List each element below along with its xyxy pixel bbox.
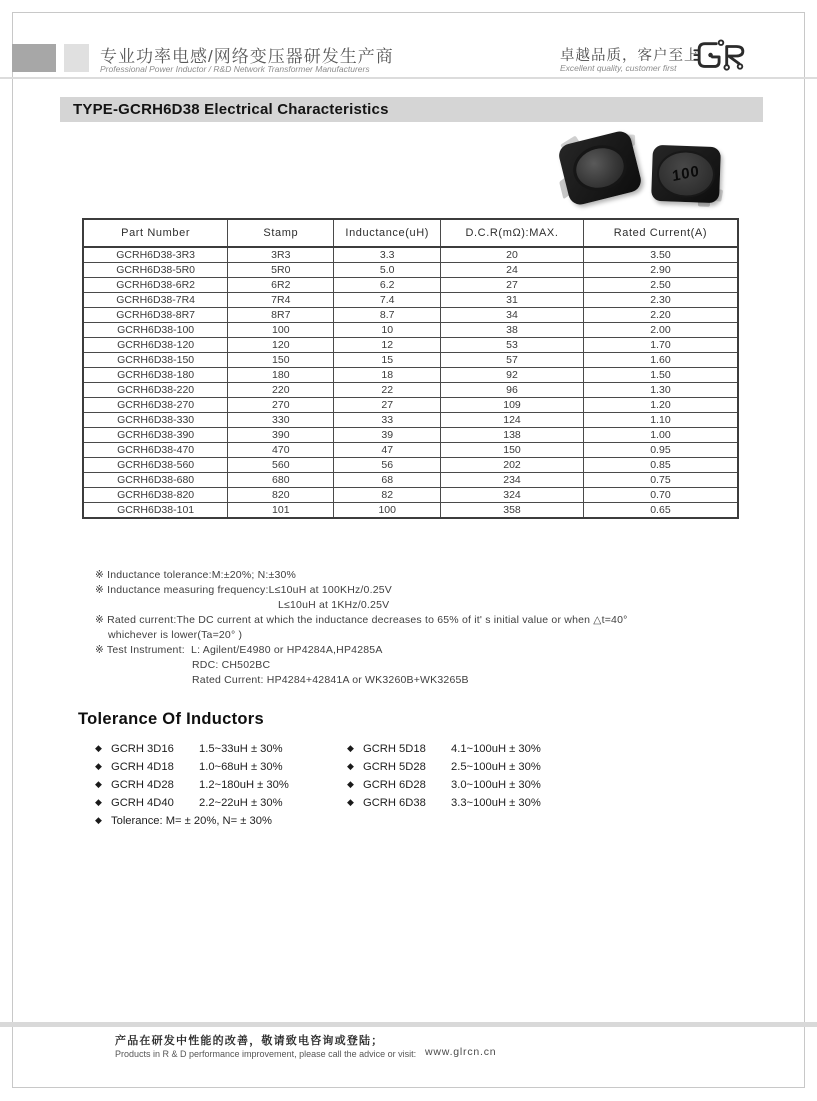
cell-part-number: GCRH6D38-120 xyxy=(83,338,228,353)
col-header-dcr: D.C.R(mΩ):MAX. xyxy=(441,219,584,247)
cell-stamp: 820 xyxy=(228,488,334,503)
diamond-bullet-icon: ◆ xyxy=(347,743,354,753)
cell-inductance: 15 xyxy=(334,353,441,368)
cell-stamp: 390 xyxy=(228,428,334,443)
tolerance-item xyxy=(347,776,599,794)
cell-inductance: 39 xyxy=(334,428,441,443)
inductor-photo-stamped xyxy=(651,145,721,203)
table-row xyxy=(83,263,738,278)
tolerance-item xyxy=(95,812,347,830)
cell-rated-current: 3.50 xyxy=(583,247,738,263)
table-header-row xyxy=(83,219,738,247)
cell-inductance: 68 xyxy=(334,473,441,488)
tolerance-item xyxy=(347,794,599,812)
cell-rated-current: 1.20 xyxy=(583,398,738,413)
cell-part-number: GCRH6D38-100 xyxy=(83,323,228,338)
cell-inductance: 18 xyxy=(334,368,441,383)
tolerance-series-name: GCRH 6D38 xyxy=(363,797,426,809)
cell-part-number: GCRH6D38-6R2 xyxy=(83,278,228,293)
cell-dcr: 92 xyxy=(441,368,584,383)
cell-rated-current: 2.90 xyxy=(583,263,738,278)
cell-part-number: GCRH6D38-390 xyxy=(83,428,228,443)
tolerance-list-right xyxy=(347,740,599,830)
cell-part-number: GCRH6D38-180 xyxy=(83,368,228,383)
cell-stamp: 180 xyxy=(228,368,334,383)
tolerance-series-name: GCRH 4D40 xyxy=(111,797,174,809)
cell-rated-current: 0.95 xyxy=(583,443,738,458)
cell-inductance: 22 xyxy=(334,383,441,398)
table-row xyxy=(83,488,738,503)
cell-inductance: 56 xyxy=(334,458,441,473)
tolerance-item xyxy=(95,794,347,812)
footer-text-zh: 产品在研发中性能的改善，敬请致电咨询或登陆； xyxy=(115,1035,384,1047)
cell-dcr: 358 xyxy=(441,503,584,519)
cell-stamp: 8R7 xyxy=(228,308,334,323)
table-row xyxy=(83,353,738,368)
tolerance-series-name: GCRH 3D16 xyxy=(111,743,174,755)
cell-part-number: GCRH6D38-220 xyxy=(83,383,228,398)
diamond-bullet-icon: ◆ xyxy=(95,743,102,753)
cell-dcr: 202 xyxy=(441,458,584,473)
note-line: ※ Rated current:The DC current at which the inductance decreases to 65% of it' s initial value or when △t=40° xyxy=(95,614,628,626)
tolerance-series-name: GCRH 5D18 xyxy=(363,743,426,755)
cell-part-number: GCRH6D38-820 xyxy=(83,488,228,503)
cell-stamp: 120 xyxy=(228,338,334,353)
cell-stamp: 560 xyxy=(228,458,334,473)
inductor-core-disc xyxy=(568,140,631,197)
tolerance-section-title: Tolerance Of Inductors xyxy=(78,710,264,728)
cell-rated-current: 2.20 xyxy=(583,308,738,323)
cell-stamp: 100 xyxy=(228,323,334,338)
cell-part-number: GCRH6D38-270 xyxy=(83,398,228,413)
tolerance-range: 1.5~33uH ± 30% xyxy=(199,743,283,755)
cell-dcr: 34 xyxy=(441,308,584,323)
col-header-inductance: Inductance(uH) xyxy=(334,219,441,247)
table-row xyxy=(83,368,738,383)
cell-dcr: 20 xyxy=(441,247,584,263)
cell-rated-current: 2.00 xyxy=(583,323,738,338)
cell-dcr: 53 xyxy=(441,338,584,353)
inductor-stamp-label: 100 xyxy=(671,161,701,185)
cell-dcr: 27 xyxy=(441,278,584,293)
col-header-part-number: Part Number xyxy=(83,219,228,247)
cell-stamp: 7R4 xyxy=(228,293,334,308)
cell-dcr: 124 xyxy=(441,413,584,428)
cell-inductance: 8.7 xyxy=(334,308,441,323)
cell-inductance: 10 xyxy=(334,323,441,338)
header-light-square xyxy=(64,44,89,72)
table-row xyxy=(83,383,738,398)
tagline-en: Excellent quality, customer first xyxy=(560,63,677,73)
footer-text-en: Products in R & D performance improvement, please call the advice or visit: xyxy=(115,1049,417,1059)
electrical-characteristics-table xyxy=(82,218,739,519)
tolerance-item xyxy=(347,740,599,758)
cell-stamp: 330 xyxy=(228,413,334,428)
tolerance-list-left xyxy=(95,740,347,830)
col-header-stamp: Stamp xyxy=(228,219,334,247)
cell-part-number: GCRH6D38-560 xyxy=(83,458,228,473)
table-row xyxy=(83,473,738,488)
cell-dcr: 150 xyxy=(441,443,584,458)
cell-rated-current: 1.30 xyxy=(583,383,738,398)
cell-stamp: 3R3 xyxy=(228,247,334,263)
cell-dcr: 38 xyxy=(441,323,584,338)
notes-block xyxy=(95,568,628,688)
cell-part-number: GCRH6D38-3R3 xyxy=(83,247,228,263)
cell-dcr: 138 xyxy=(441,428,584,443)
table-row xyxy=(83,308,738,323)
tolerance-item xyxy=(95,776,347,794)
cell-stamp: 470 xyxy=(228,443,334,458)
cell-part-number: GCRH6D38-8R7 xyxy=(83,308,228,323)
table-row xyxy=(83,323,738,338)
cell-stamp: 680 xyxy=(228,473,334,488)
tolerance-series-name: Tolerance: M= ± 20%, N= ± 30% xyxy=(111,815,272,827)
cell-inductance: 5.0 xyxy=(334,263,441,278)
cell-rated-current: 1.70 xyxy=(583,338,738,353)
cell-part-number: GCRH6D38-330 xyxy=(83,413,228,428)
company-name-en: Professional Power Inductor / R&D Network Transformer Manufacturers xyxy=(100,64,370,74)
table-row xyxy=(83,503,738,519)
note-line: whichever is lower(Ta=20° ) xyxy=(108,629,243,641)
cell-stamp: 270 xyxy=(228,398,334,413)
header-divider xyxy=(0,77,817,79)
cell-dcr: 96 xyxy=(441,383,584,398)
footer-divider xyxy=(0,1022,817,1027)
tolerance-series-name: GCRH 4D18 xyxy=(111,761,174,773)
cell-stamp: 150 xyxy=(228,353,334,368)
cell-part-number: GCRH6D38-470 xyxy=(83,443,228,458)
diamond-bullet-icon: ◆ xyxy=(95,815,102,825)
cell-rated-current: 0.75 xyxy=(583,473,738,488)
cell-rated-current: 2.50 xyxy=(583,278,738,293)
note-line: Rated Current: HP4284+42841A or WK3260B+WK3265B xyxy=(192,674,469,686)
note-line: ※ Inductance tolerance:M:±20%; N:±30% xyxy=(95,569,297,581)
cell-dcr: 24 xyxy=(441,263,584,278)
tolerance-series-name: GCRH 5D28 xyxy=(363,761,426,773)
table-row xyxy=(83,398,738,413)
note-line: ※ Test Instrument: L: Agilent/E4980 or HP4284A,HP4285A xyxy=(95,644,383,656)
table-row xyxy=(83,293,738,308)
tolerance-item xyxy=(95,758,347,776)
cell-inductance: 12 xyxy=(334,338,441,353)
cell-rated-current: 0.70 xyxy=(583,488,738,503)
cell-dcr: 109 xyxy=(441,398,584,413)
note-line: L≤10uH at 1KHz/0.25V xyxy=(278,599,390,611)
cell-part-number: GCRH6D38-150 xyxy=(83,353,228,368)
cell-stamp: 220 xyxy=(228,383,334,398)
diamond-bullet-icon: ◆ xyxy=(347,779,354,789)
cell-rated-current: 1.00 xyxy=(583,428,738,443)
tolerance-series-name: GCRH 6D28 xyxy=(363,779,426,791)
tolerance-range: 3.0~100uH ± 30% xyxy=(451,779,541,791)
cell-inductance: 3.3 xyxy=(334,247,441,263)
cell-inductance: 47 xyxy=(334,443,441,458)
table-row xyxy=(83,443,738,458)
tolerance-range: 4.1~100uH ± 30% xyxy=(451,743,541,755)
table-row xyxy=(83,278,738,293)
cell-inductance: 27 xyxy=(334,398,441,413)
tagline-zh: 卓越品质，客户至上 xyxy=(560,48,700,64)
cell-rated-current: 1.50 xyxy=(583,368,738,383)
cell-inductance: 6.2 xyxy=(334,278,441,293)
page-title: TYPE-GCRH6D38 Electrical Characteristics xyxy=(60,97,763,122)
tolerance-series-name: GCRH 4D28 xyxy=(111,779,174,791)
diamond-bullet-icon: ◆ xyxy=(347,797,354,807)
cell-rated-current: 2.30 xyxy=(583,293,738,308)
tolerance-item xyxy=(95,740,347,758)
tolerance-range: 3.3~100uH ± 30% xyxy=(451,797,541,809)
table-row xyxy=(83,413,738,428)
cell-inductance: 33 xyxy=(334,413,441,428)
cell-rated-current: 0.85 xyxy=(583,458,738,473)
cell-dcr: 31 xyxy=(441,293,584,308)
cell-rated-current: 1.10 xyxy=(583,413,738,428)
cell-dcr: 57 xyxy=(441,353,584,368)
cell-stamp: 6R2 xyxy=(228,278,334,293)
cell-stamp: 101 xyxy=(228,503,334,519)
col-header-rated-current: Rated Current(A) xyxy=(583,219,738,247)
cell-part-number: GCRH6D38-5R0 xyxy=(83,263,228,278)
diamond-bullet-icon: ◆ xyxy=(95,797,102,807)
tolerance-lists xyxy=(95,740,599,830)
header-dark-square xyxy=(12,44,56,72)
cell-part-number: GCRH6D38-680 xyxy=(83,473,228,488)
table-row xyxy=(83,247,738,263)
tolerance-range: 2.5~100uH ± 30% xyxy=(451,761,541,773)
inductor-body xyxy=(651,145,721,203)
cell-inductance: 100 xyxy=(334,503,441,519)
cell-dcr: 324 xyxy=(441,488,584,503)
glr-logo-icon xyxy=(692,37,750,75)
cell-inductance: 7.4 xyxy=(334,293,441,308)
diamond-bullet-icon: ◆ xyxy=(347,761,354,771)
diamond-bullet-icon: ◆ xyxy=(95,761,102,771)
table-row xyxy=(83,338,738,353)
cell-part-number: GCRH6D38-7R4 xyxy=(83,293,228,308)
table-row xyxy=(83,458,738,473)
inductor-core-disc xyxy=(656,150,716,199)
cell-stamp: 5R0 xyxy=(228,263,334,278)
cell-dcr: 234 xyxy=(441,473,584,488)
tolerance-range: 2.2~22uH ± 30% xyxy=(199,797,283,809)
diamond-bullet-icon: ◆ xyxy=(95,779,102,789)
tolerance-range: 1.2~180uH ± 30% xyxy=(199,779,289,791)
company-name-zh: 专业功率电感/网络变压器研发生产商 xyxy=(100,47,394,66)
note-line: RDC: CH502BC xyxy=(192,659,271,671)
cell-rated-current: 0.65 xyxy=(583,503,738,519)
tolerance-range: 1.0~68uH ± 30% xyxy=(199,761,283,773)
cell-part-number: GCRH6D38-101 xyxy=(83,503,228,519)
tolerance-item xyxy=(347,758,599,776)
note-line: ※ Inductance measuring frequency:L≤10uH at 100KHz/0.25V xyxy=(95,584,392,596)
footer-website-url: www.glrcn.cn xyxy=(425,1046,497,1058)
table-row xyxy=(83,428,738,443)
cell-inductance: 82 xyxy=(334,488,441,503)
cell-rated-current: 1.60 xyxy=(583,353,738,368)
